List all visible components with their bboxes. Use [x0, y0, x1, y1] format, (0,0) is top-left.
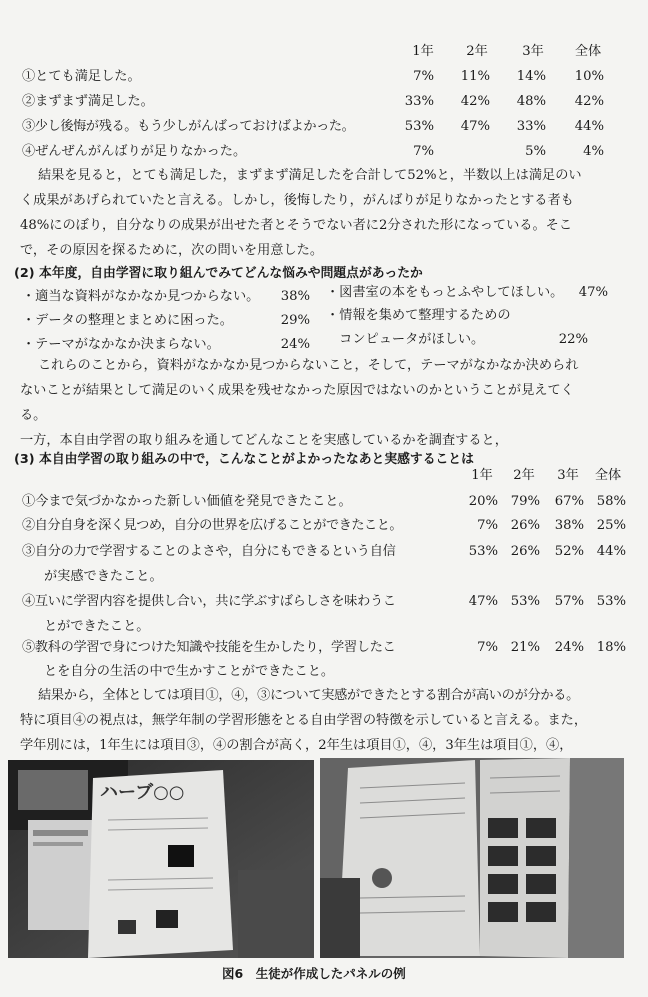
t3-cell: 44%: [596, 544, 626, 559]
t1-cell: 11%: [460, 69, 490, 84]
t1-cell: 7%: [413, 69, 434, 84]
t3-cell: 21%: [510, 640, 540, 655]
section-heading: (3) 本自由学習の取り組みの中で，こんなことがよかったなあと実感することは: [14, 452, 474, 467]
paragraph-line: 結果を見ると，とても満足した，まずまず満足したを合計して52%と，半数以上は満足のい: [38, 168, 582, 183]
paragraph-line: 48%にのぼり，自分なりの成果が出せた者とそうでない者に2分された形になっている。そこ: [20, 218, 573, 233]
paragraph-line: る。: [20, 408, 47, 423]
t3-cell: 53%: [510, 594, 540, 609]
problem-percent: 38%: [280, 289, 310, 304]
t3-cell: 47%: [468, 594, 498, 609]
t1-cell: 14%: [516, 69, 546, 84]
t3-cell: 20%: [468, 494, 498, 509]
t3-cell: 38%: [554, 518, 584, 533]
t3-row-label-cont: とを自分の生活の中で生かすことができたこと。: [44, 664, 335, 679]
t3-cell: 52%: [554, 544, 584, 559]
problem-percent: 29%: [280, 313, 310, 328]
t1-cell: 33%: [404, 94, 434, 109]
panel-photo-right-drawing: [320, 758, 624, 958]
panel-photo-right: [320, 758, 624, 958]
t3-cell: 53%: [596, 594, 626, 609]
t1-cell: 42%: [460, 94, 490, 109]
t1-cell: 10%: [574, 69, 604, 84]
problem-item: ・適当な資料がなかなか見つからない。: [22, 289, 260, 304]
t1-cell: 7%: [413, 144, 434, 159]
problem-item: ・情報を集めて整理するための: [326, 308, 511, 323]
t3-cell: 18%: [596, 640, 626, 655]
problem-item: ・テーマがなかなか決まらない。: [22, 337, 220, 352]
paragraph-line: ないことが結果として満足のいく成果を残せなかった原因ではないのかということが見えてく: [20, 383, 574, 398]
problem-percent: 24%: [280, 337, 310, 352]
t3-cell: 26%: [510, 518, 540, 533]
panel-photo-left: [8, 760, 314, 958]
t3-cell: 53%: [468, 544, 498, 559]
t3-row-label-cont: が実感できたこと。: [44, 569, 163, 584]
t1-header-4: 全体: [574, 44, 602, 59]
problem-item: コンピュータがほしい。: [326, 332, 485, 347]
t3-row-label: ①今まで気づかなかった新しい価値を発見できたこと。: [22, 494, 352, 509]
t3-cell: 67%: [554, 494, 584, 509]
paragraph-line: く成果があげられていたと言える。しかし，後悔したり，がんばりが足りなかったとする者も: [20, 193, 574, 208]
problem-percent: 22%: [558, 332, 588, 347]
t1-cell: 4%: [583, 144, 604, 159]
problem-item: ・データの整理とまとめに困った。: [22, 313, 233, 328]
t1-cell: 44%: [574, 119, 604, 134]
t1-cell: 42%: [574, 94, 604, 109]
t3-cell: 57%: [554, 594, 584, 609]
t1-row-label: ①とても満足した。: [22, 69, 141, 84]
paragraph-line: 学年別には，1年生には項目③，④の割合が高く，2年生は項目①，④，3年生は項目①，④，: [20, 738, 573, 753]
t3-row-label: ②自分自身を深く見つめ，自分の世界を広げることができたこと。: [22, 518, 403, 533]
problem-percent: 47%: [578, 285, 608, 300]
t3-header-1: 1年: [471, 468, 493, 483]
paragraph-line: これらのことから，資料がなかなか見つからないこと，そして，テーマがなかなか決められ: [38, 358, 579, 373]
t3-row-label-cont: とができたこと。: [44, 619, 150, 634]
figure-caption: 図6 生徒が作成したパネルの例: [222, 966, 406, 981]
t1-cell: 48%: [516, 94, 546, 109]
t3-cell: 7%: [477, 640, 498, 655]
t1-row-label: ③少し後悔が残る。もう少しがんばっておけばよかった。: [22, 119, 355, 134]
t3-cell: 58%: [596, 494, 626, 509]
t1-cell: 5%: [525, 144, 546, 159]
t1-row-label: ④ぜんぜんがんばりが足りなかった。: [22, 144, 247, 159]
paragraph-line: 一方，本自由学習の取り組みを通してどんなことを実感しているかを調査すると，: [20, 433, 508, 448]
paragraph-line: で，その原因を探るために，次の問いを用意した。: [20, 243, 324, 258]
problem-item: ・図書室の本をもっとふやしてほしい。: [326, 285, 564, 300]
t3-row-label: ④互いに学習内容を提供し合い，共に学ぶすばらしさを味わうこ: [22, 594, 396, 609]
t3-header-3: 3年: [557, 468, 579, 483]
t1-cell: 53%: [404, 119, 434, 134]
t1-header-3: 3年: [522, 44, 544, 59]
t1-row-label: ②まずまず満足した。: [22, 94, 154, 109]
t1-header-1: 1年: [412, 44, 434, 59]
paragraph-line: 結果から，全体としては項目①，④，③について実感ができたとする割合が高いのが分かる。: [38, 688, 580, 703]
panel-photo-left-title: ハーブ○○: [100, 782, 185, 803]
t3-row-label: ③自分の力で学習することのよさや，自分にもできるという自信: [22, 544, 396, 559]
t3-row-label: ⑤教科の学習で身につけた知識や技能を生かしたり，学習したこ: [22, 640, 396, 655]
t3-header-2: 2年: [513, 468, 535, 483]
t1-header-2: 2年: [466, 44, 488, 59]
t3-cell: 24%: [554, 640, 584, 655]
t3-cell: 26%: [510, 544, 540, 559]
t1-cell: 33%: [516, 119, 546, 134]
t3-cell: 25%: [596, 518, 626, 533]
t1-cell: 47%: [460, 119, 490, 134]
t3-header-4: 全体: [594, 468, 622, 483]
t3-cell: 79%: [510, 494, 540, 509]
section-heading: (2) 本年度，自由学習に取り組んでみてどんな悩みや問題点があったか: [14, 266, 423, 281]
paragraph-line: 特に項目④の視点は，無学年制の学習形態をとる自由学習の特徴を示していると言える。また，: [20, 713, 588, 728]
t3-cell: 7%: [477, 518, 498, 533]
